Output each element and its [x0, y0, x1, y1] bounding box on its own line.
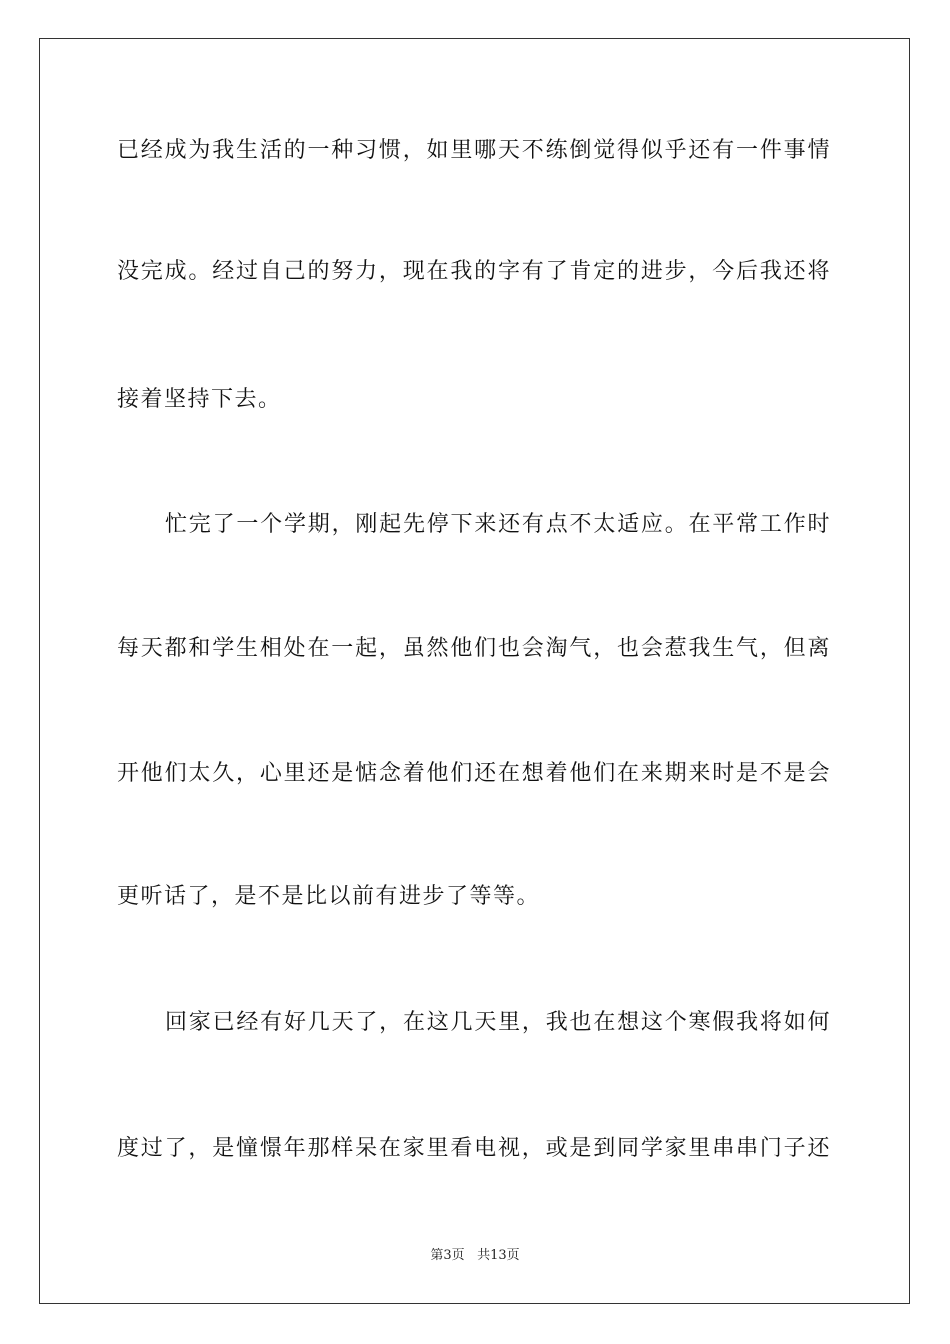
page-border [39, 38, 910, 1304]
text-line-2: 没完成。经过自己的努力，现在我的字有了肯定的进步，今后我还将 [117, 259, 831, 284]
text-line-8: 回家已经有好几天了，在这几天里，我也在想这个寒假我将如何 [165, 1010, 831, 1035]
text-line-3: 接着坚持下去。 [117, 387, 282, 412]
text-line-4: 忙完了一个学期，刚起先停下来还有点不太适应。在平常工作时 [165, 512, 831, 537]
text-line-5: 每天都和学生相处在一起，虽然他们也会淘气，也会惹我生气，但离 [117, 636, 831, 661]
text-line-7: 更听话了，是不是比以前有进步了等等。 [117, 884, 541, 909]
text-line-6: 开他们太久，心里还是惦念着他们还在想着他们在来期来时是不是会 [117, 761, 831, 786]
page-total: 共13页 [477, 1248, 520, 1263]
page-number: 第3页 [430, 1248, 465, 1263]
page-footer [0, 1246, 950, 1266]
text-line-1: 已经成为我生活的一种习惯，如里哪天不练倒觉得似乎还有一件事情 [117, 138, 831, 163]
text-line-9: 度过了，是憧憬年那样呆在家里看电视，或是到同学家里串串门子还 [117, 1136, 831, 1161]
